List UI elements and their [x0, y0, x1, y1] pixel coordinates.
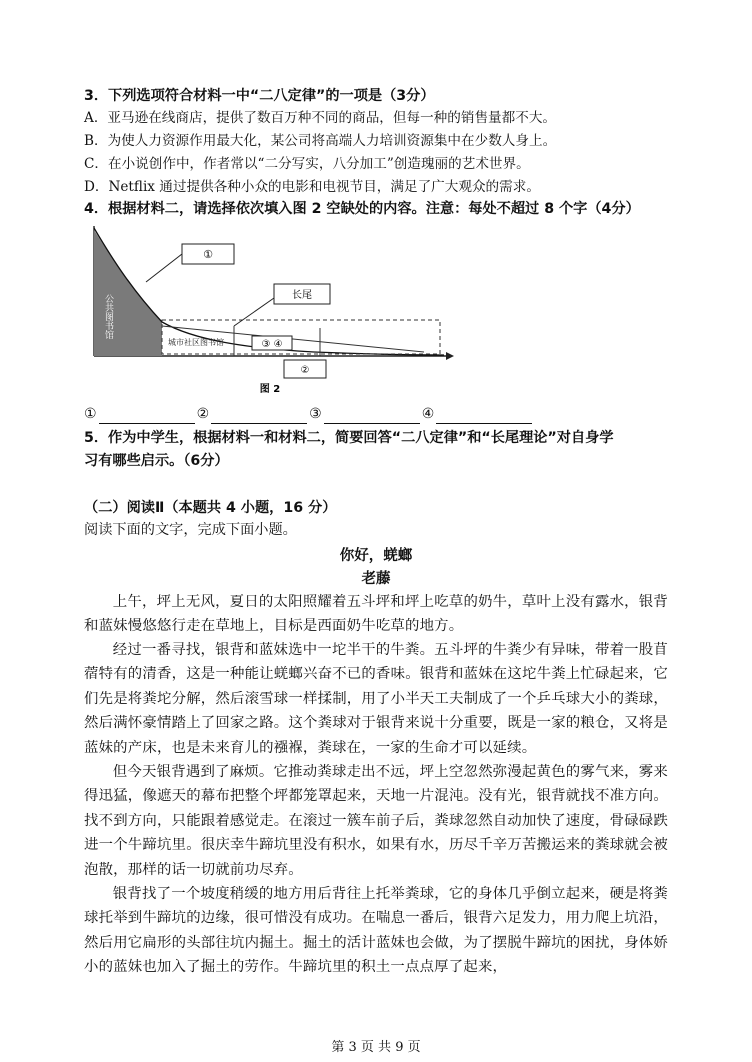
blank-label-4: ④ [421, 406, 435, 422]
q3-option-b: B．为使人力资源作用最大化，某公司将高端人力培训资源集中在少数人身上。 [84, 133, 557, 149]
figure-box-1: ① [203, 248, 213, 261]
figure-caption: 图 2 [259, 384, 281, 395]
section-instruction: 阅读下面的文字，完成下面小题。 [84, 522, 297, 538]
blank-label-3: ③ [309, 406, 322, 422]
paragraph-3: 但今天银背遇到了麻烦。它推动粪球走出不远，坪上空忽然弥漫起黄色的雾气来，雾来得迅猛，像遮天的幕布把整个坪都笼罩起来，天地一片混沌。没有光，银背就找不准方向。找不到方向，只能跟着感觉走。在滚过一簇车前子后，粪球忽然自动加快了速度，骨碌碌跌进一个牛蹄坑里。很庆幸牛蹄坑里没有积水，如果有水，历尽千辛万苦搬运来的粪球就会被泡散，那样的话一切就前功尽弃。 [84, 764, 668, 878]
q5-line2: 习有哪些启示。（6分） [84, 453, 229, 469]
q3-option-d: D．Netflix 通过提供各种小众的电影和电视节目，满足了广大观众的需求。 [84, 179, 540, 195]
story-author: 老藤 [361, 571, 391, 587]
q4-stem: 4．根据材料二，请选择依次填入图 2 空缺处的内容。注意：每处不超过 8 个字（4分） [84, 201, 640, 217]
public-library-label: 公共图书馆 [103, 294, 113, 339]
long-tail-label: 长尾 [292, 290, 312, 301]
community-library-label: 城市社区图书馆 [168, 338, 224, 347]
figure-box-2: ② [300, 365, 310, 376]
q3-option-c: C．在小说创作中，作者常以“二分写实，八分加工”创造瑰丽的艺术世界。 [84, 156, 530, 172]
answer-blank-1[interactable] [99, 409, 195, 424]
paragraph-2: 经过一番寻找，银背和蓝妹选中一坨半干的牛粪。五斗坪的牛粪少有异味，带着一股苜蓿特有的清香，这是一种能让蜣螂兴奋不已的香味。银背和蓝妹在这坨牛粪上忙碌起来，它们先是将粪坨分解，然后滚雪球一样揉制，用了小半天工夫制成了一个乒乓球大小的粪球，然后满怀豪情踏上了回家之路。这个粪球对于银背来说十分重要，既是一家的粮仓，又将是蓝妹的产床，也是未来育儿的襁褓，粪球在，一家的生命才可以延续。 [84, 642, 668, 756]
answer-blank-4[interactable] [436, 409, 532, 424]
q3-stem: 3．下列选项符合材料一中“二八定律”的一项是（3分） [84, 88, 435, 104]
q5-line1: 5．作为中学生，根据材料一和材料二，简要回答“二八定律”和“长尾理论”对自身学 [84, 430, 614, 446]
blank-label-1: ① [84, 406, 97, 422]
q3-option-a: A．亚马逊在线商店，提供了数百万种不同的商品，但每一种的销售量都不大。 [84, 110, 557, 126]
section-heading: （二）阅读Ⅱ（本题共 4 小题，16 分） [84, 500, 337, 516]
answer-blanks [84, 404, 534, 424]
paragraph-1: 上午，坪上无风，夏日的太阳照耀着五斗坪和坪上吃草的奶牛，草叶上没有露水，银背和蓝妹慢悠悠行走在草地上，目标是西面奶牛吃草的地方。 [84, 594, 668, 635]
answer-blank-2[interactable] [211, 409, 307, 424]
page-footer: 第 3 页 共 9 页 [331, 1040, 421, 1055]
figure-2-diagram [84, 222, 468, 404]
blank-label-2: ② [196, 406, 210, 422]
story-title: 你好，蜣螂 [339, 548, 413, 564]
figure-box-3-4: ③ ④ [261, 339, 283, 350]
paragraph-4: 银背找了一个坡度稍缓的地方用后背往上托举粪球，它的身体几乎倒立起来，硬是将粪球托举到牛蹄坑的边缘，很可惜没有成功。在喘息一番后，银背六足发力，用力爬上坑沿，然后用它扁形的头部往坑内掘土。掘土的活计蓝妹也会做，为了摆脱牛蹄坑的困扰，身体娇小的蓝妹也加入了掘土的劳作。牛蹄坑里的积土一点点厚了起来， [84, 886, 668, 976]
answer-blank-3[interactable] [324, 409, 420, 424]
